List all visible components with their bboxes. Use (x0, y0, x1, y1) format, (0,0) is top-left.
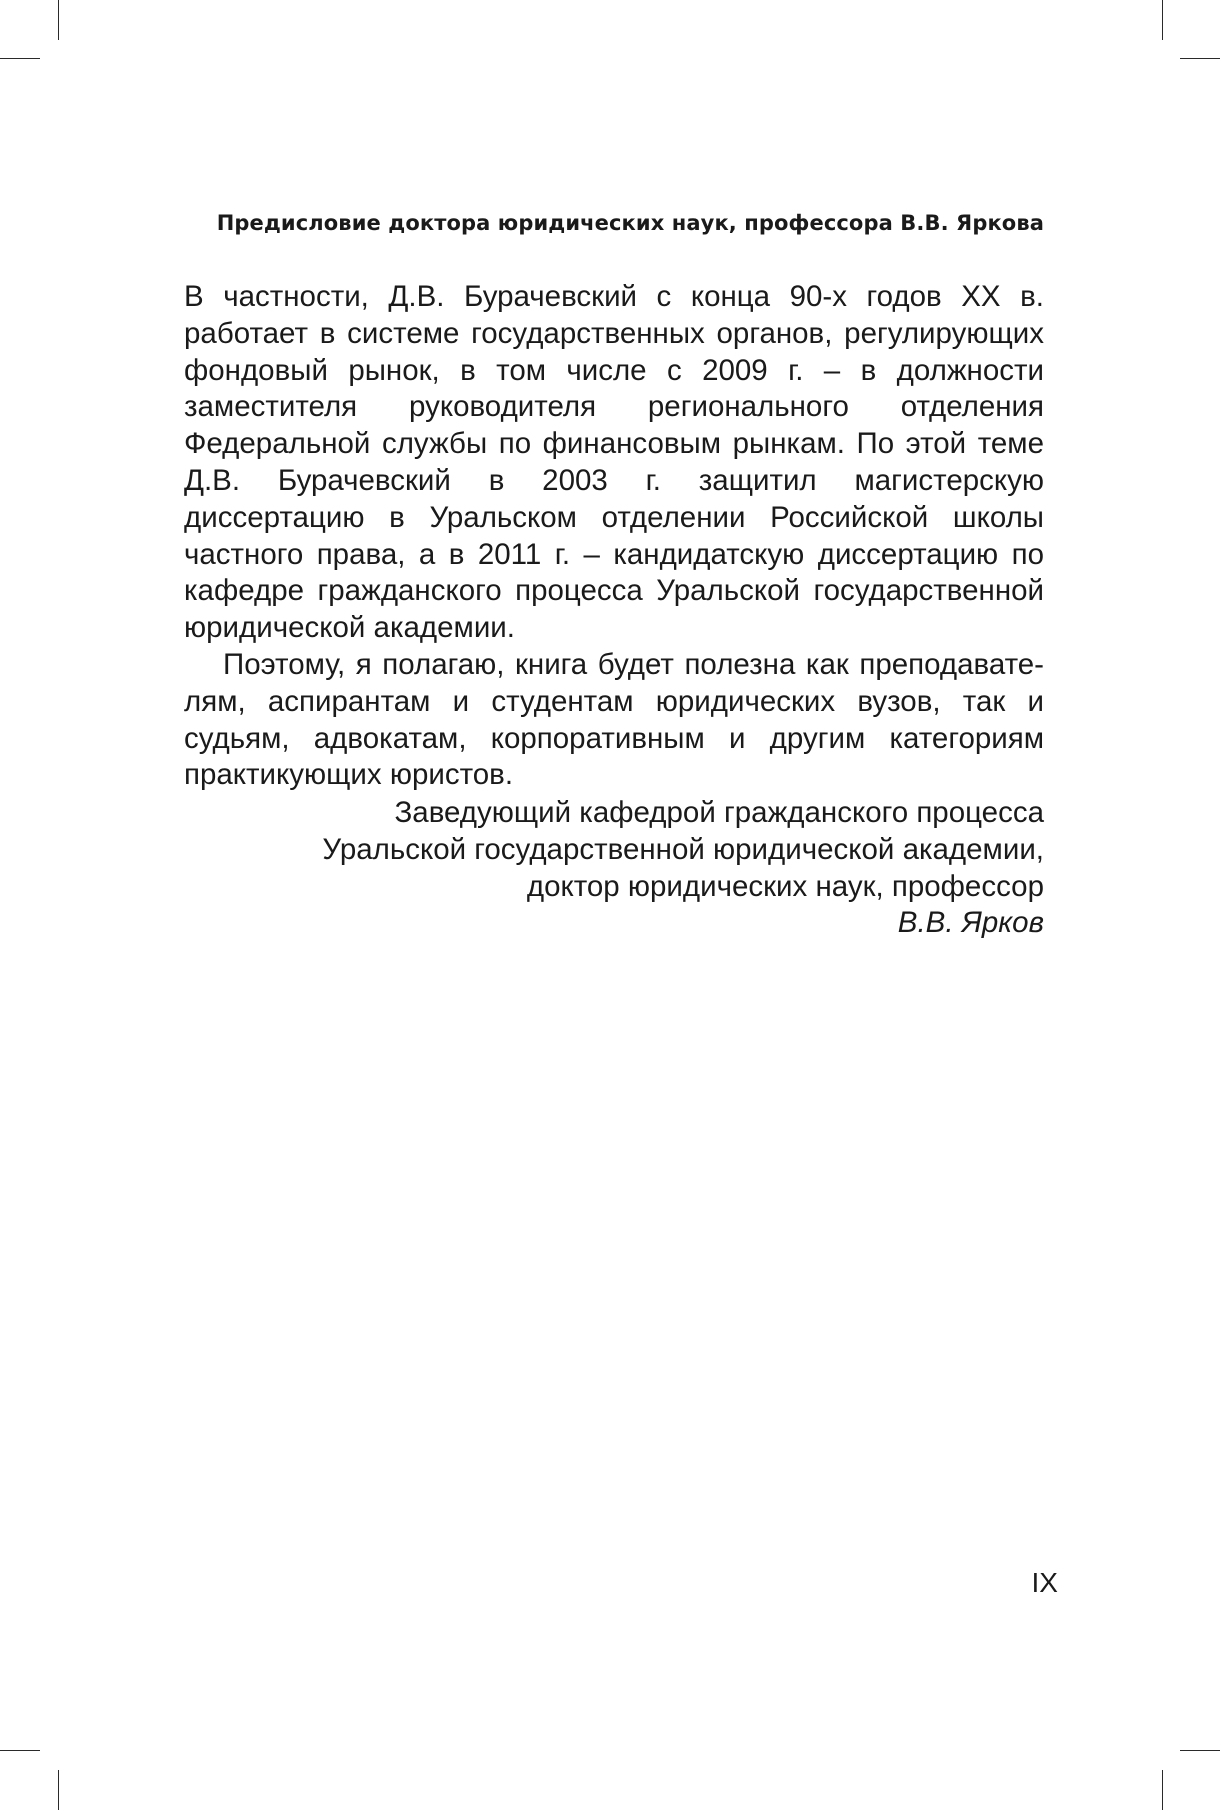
body-text (184, 279, 1044, 794)
crop-mark-bottom-left-vertical (58, 1770, 59, 1810)
crop-mark-top-right-vertical (1162, 0, 1163, 40)
paragraph: Поэтому, я полагаю, книга будет полезна как преподавателям, аспирантам и студентам юридических вузов, так и судьям, адвокатам, корпоративным и другим категориям практикующих юристов. (184, 647, 1044, 792)
signature-position: Заведующий кафедрой гражданского процесса (394, 796, 1044, 829)
crop-mark-bottom-right-vertical (1162, 1770, 1163, 1810)
signature-degree: доктор юридических наук, профессор (526, 869, 1044, 903)
running-head: Предисловие доктора юридических наук, профессора В.В. Яркова (216, 211, 1044, 235)
signature-name: В.В. Ярков (897, 906, 1044, 940)
signature-block (322, 795, 1044, 942)
crop-mark-top-left-vertical (58, 0, 59, 40)
crop-mark-top-right-horizontal (1180, 58, 1220, 59)
page-number: IX (1031, 1567, 1058, 1598)
signature-institution: Уральской государственной юридической академии, (322, 832, 1044, 866)
crop-mark-top-left-horizontal (0, 58, 40, 59)
crop-mark-bottom-left-horizontal (0, 1750, 40, 1751)
crop-mark-bottom-right-horizontal (1180, 1750, 1220, 1751)
paragraph: В частности, Д.В. Бурачевский с конца 90-х годов XX в. работает в системе государственных органов, регулирующих фондовый рынок, в том числе с 2009 г. – в должности заместителя руководителя регионального отделения Федеральной службы по финансовым рынкам. По этой теме Д.В. Бурачевский в 2003 г. защитил магистерскую диссертацию в Уральском отделении Российской школы частного права, а в 2011 г. – кандидатскую диссертацию по кафедре гражданского процесса Уральской государственной юридической академии. (184, 280, 1044, 645)
